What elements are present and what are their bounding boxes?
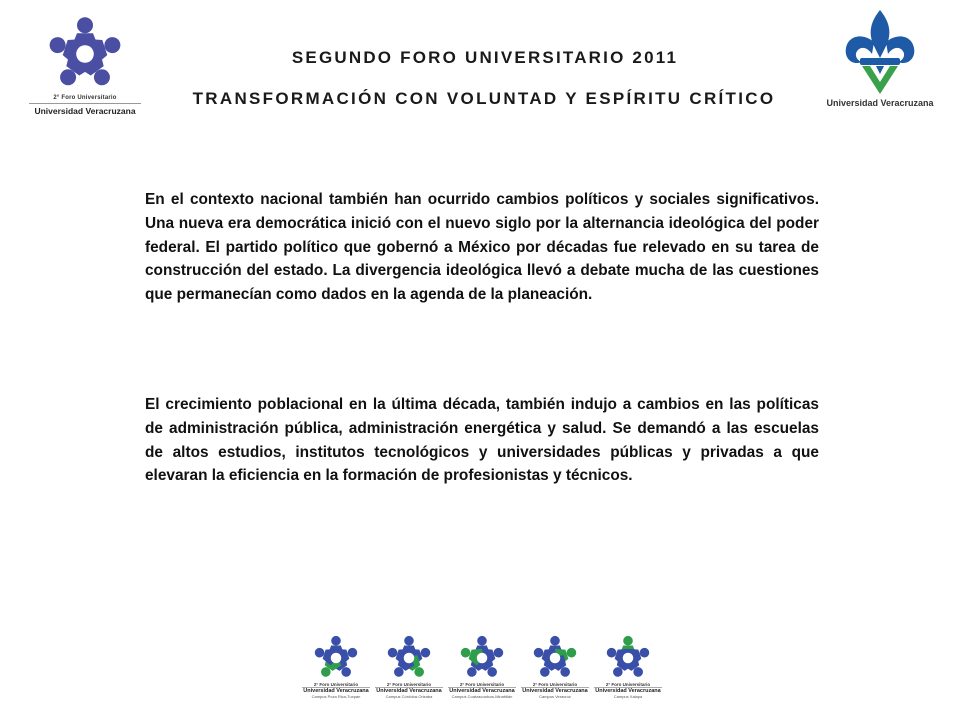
campus-logo-small: 2° Foro Universitario (313, 682, 359, 687)
campus-logo (375, 634, 443, 710)
campus-logo (521, 634, 589, 710)
foro-logo-caption: Universidad Veracruzana (29, 103, 141, 116)
campus-logo-small: 2° Foro Universitario (532, 682, 578, 687)
campus-logo-small: 2° Foro Universitario (386, 682, 432, 687)
foro-people-star-icon (310, 634, 362, 682)
uv-logo-caption: Universidad Veracruzana (826, 98, 934, 108)
campus-logo-uni: Universidad Veracruzana (376, 688, 442, 694)
body-paragraph-1: En el contexto nacional también han ocurrido cambios políticos y sociales significativos. Una nueva era democrática inició con el nuevo siglo por la alternancia ideológica del poder federal. El partido político que gobernó a México por décadas fue relevado en su tarea de construcción del estado. La divergencia ideológica llevó a debate mucha de las cuestiones que permanecían como dados en la agenda de la planeación. (145, 191, 819, 304)
uv-logo-right (816, 8, 944, 126)
campus-logo-campus: Campus Coatzacoalcos-Minatitlán (451, 694, 513, 699)
campus-logo-campus: Campus Xalapa (613, 694, 643, 699)
campus-logo (302, 634, 370, 710)
page-subtitle: TRANSFORMACIÓN CON VOLUNTAD Y ESPÍRITU CRÍTICO (192, 89, 776, 108)
campus-logo-uni: Universidad Veracruzana (522, 688, 588, 694)
campus-logo-campus: Campus Veracruz (539, 694, 571, 699)
footer-campus-logos (302, 634, 662, 710)
campus-logo-campus: Campus Córdoba-Orizaba (385, 694, 433, 699)
foro-people-star-icon (529, 634, 581, 682)
campus-logo-small: 2° Foro Universitario (605, 682, 651, 687)
foro-logo-left (26, 14, 144, 126)
campus-logo-campus: Campus Poza Rica-Tuxpan (311, 694, 361, 699)
page-title: SEGUNDO FORO UNIVERSITARIO 2011 (291, 48, 679, 67)
campus-logo-small: 2° Foro Universitario (459, 682, 505, 687)
foro-people-star-icon (383, 634, 435, 682)
fleur-de-lis-icon (840, 8, 920, 96)
foro-logo-caption-small: 2° Foro Universitario (53, 95, 117, 101)
foro-people-star-icon (602, 634, 654, 682)
campus-logo-uni: Universidad Veracruzana (303, 688, 369, 694)
body-paragraph-2: El crecimiento poblacional en la última década, también indujo a cambios en las políticas de administración pública, administración energética y salud. Se demandó a las escuelas de altos estudios, institutos tecnológicos y universidades públicas y privadas a que elevaran la eficiencia en la formación de profesionistas y técnicos. (145, 396, 819, 485)
foro-people-star-icon (456, 634, 508, 682)
campus-logo-uni: Universidad Veracruzana (595, 688, 661, 694)
campus-logo (594, 634, 662, 710)
campus-logo (448, 634, 516, 710)
campus-logo-uni: Universidad Veracruzana (449, 688, 515, 694)
foro-people-star-icon (43, 14, 127, 94)
